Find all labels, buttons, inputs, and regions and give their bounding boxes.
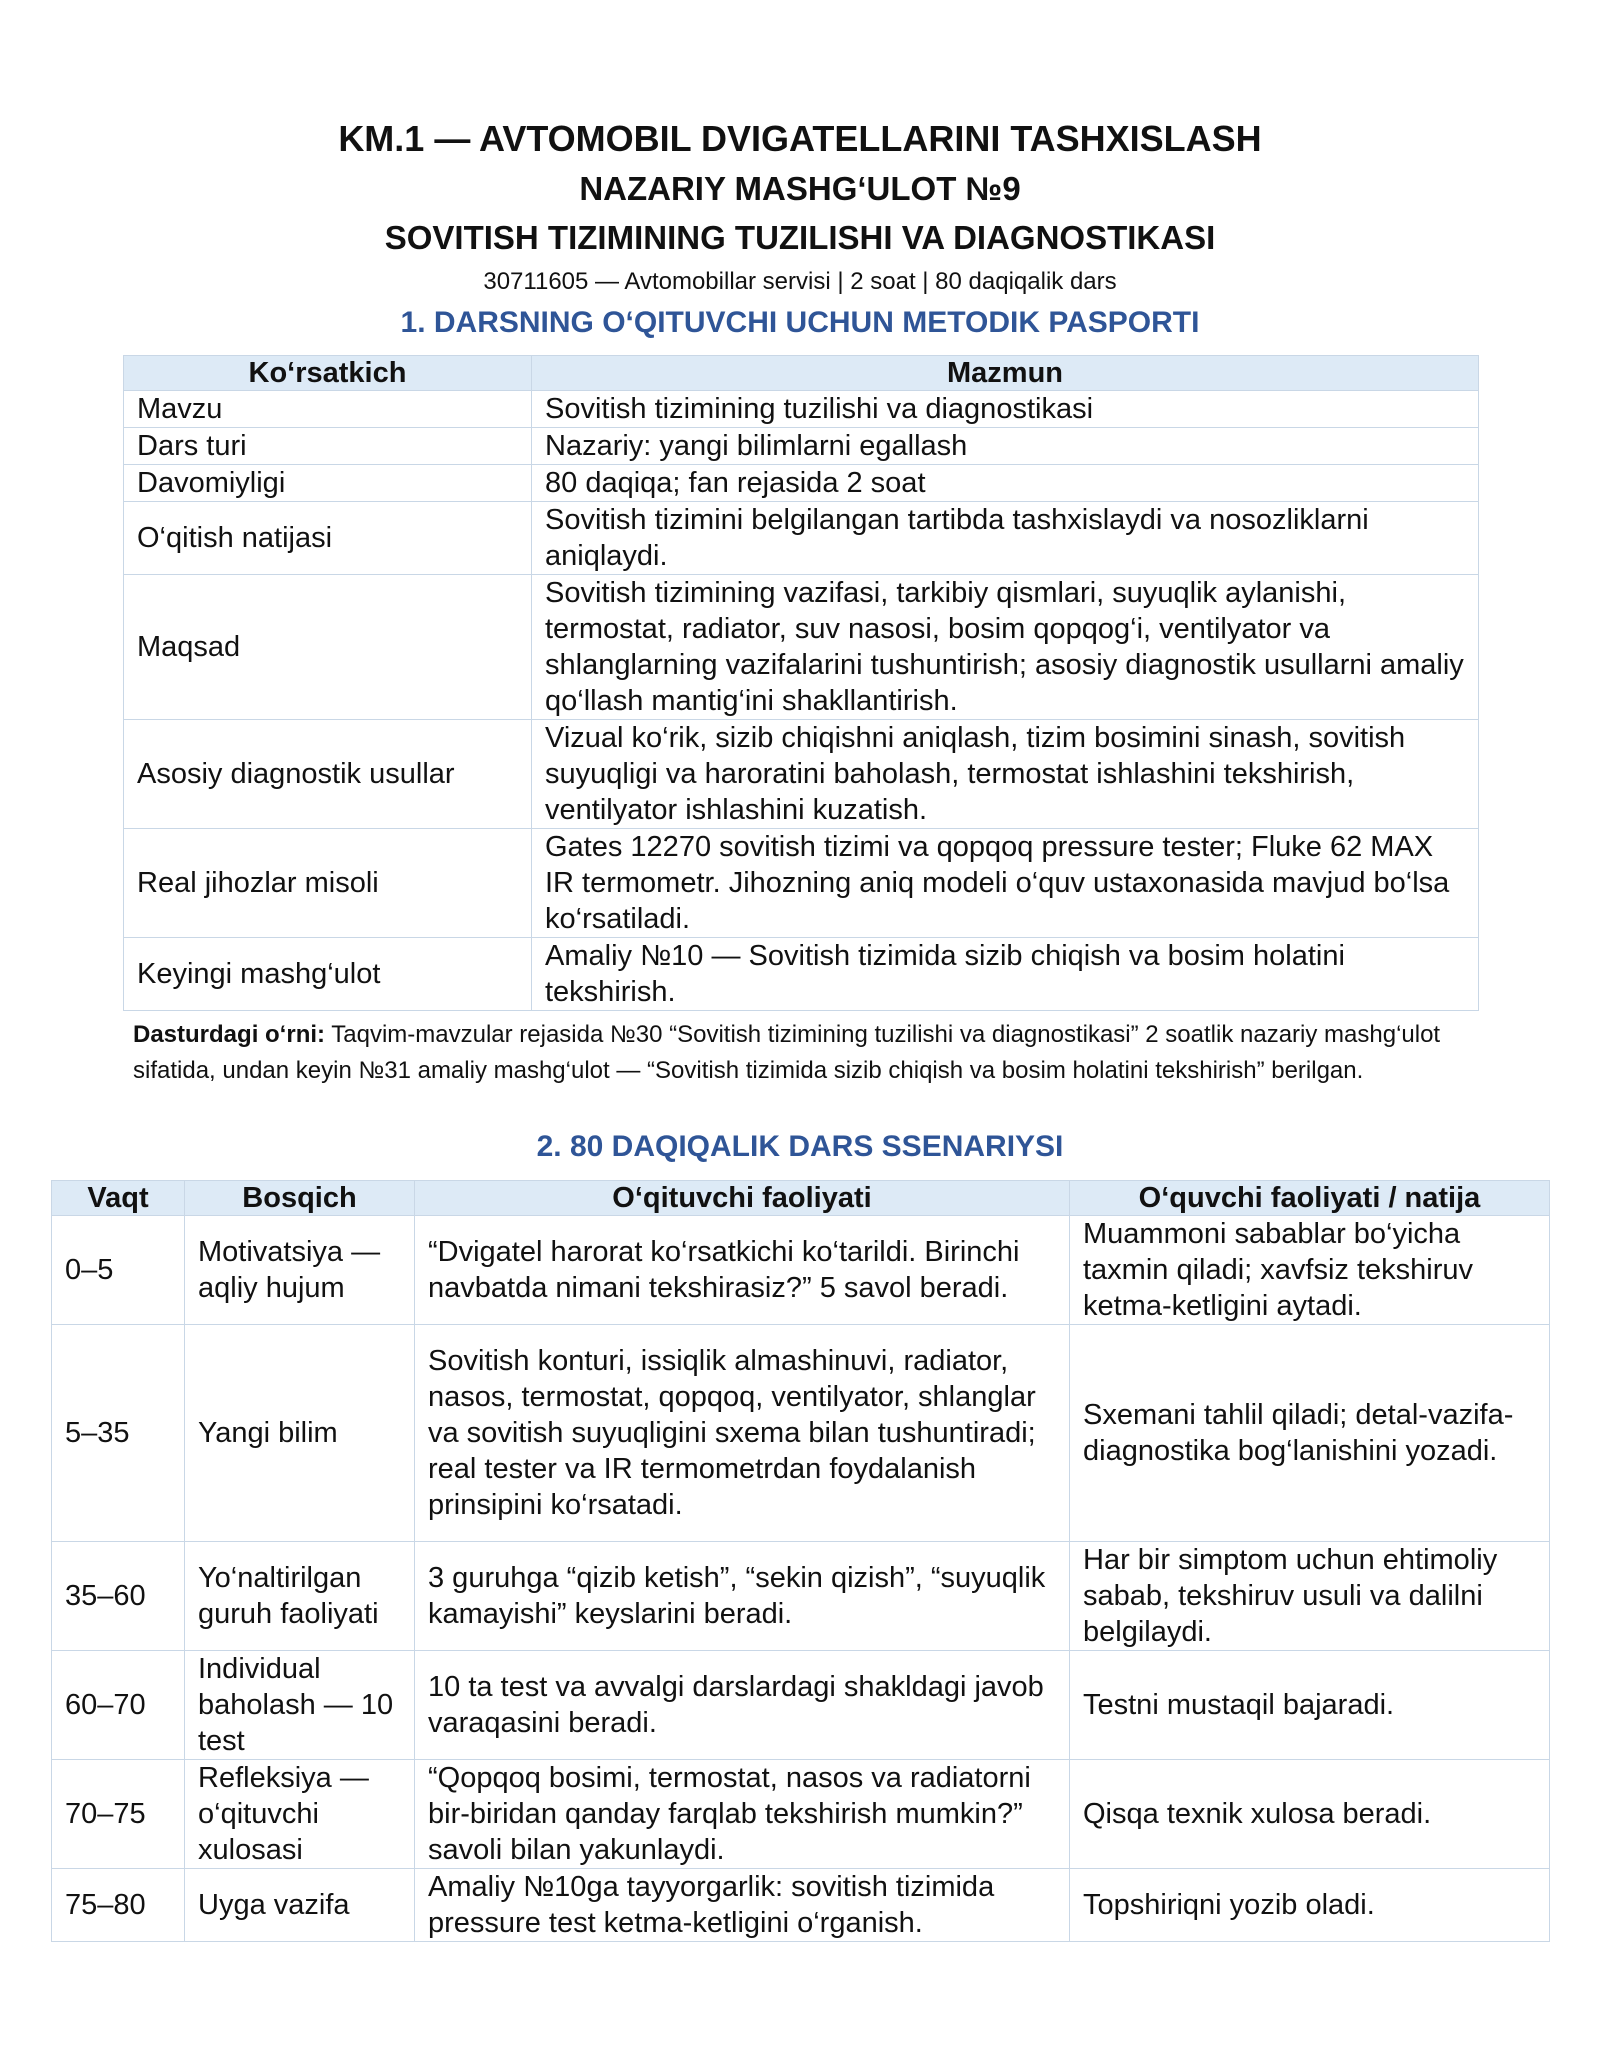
content-cell: Amaliy №10 — Sovitish tizimida sizib chiqish va bosim holatini tekshirish. — [532, 938, 1479, 1011]
indicator-cell: O‘qitish natijasi — [124, 502, 532, 575]
content-cell: 80 daqiqa; fan rejasida 2 soat — [532, 465, 1479, 502]
student-cell: Muammoni sabablar bo‘yicha taxmin qiladi; xavfsiz tekshiruv ketma-ketligini aytadi. — [1070, 1216, 1550, 1325]
student-cell: Qisqa texnik xulosa beradi. — [1070, 1760, 1550, 1869]
program-note — [133, 1017, 1473, 1089]
teacher-cell: “Dvigatel harorat ko‘rsatkichi ko‘tarildi. Birinchi navbatda nimani tekshirasiz?” 5 savol beradi. — [415, 1216, 1070, 1325]
stage-cell: Uyga vazifa — [185, 1869, 415, 1942]
content-cell: Gates 12270 sovitish tizimi va qopqoq pressure tester; Fluke 62 MAX IR termometr. Jihozning aniq modeli o‘quv ustaxonasida mavjud bo‘lsa ko‘rsatiladi. — [532, 829, 1479, 938]
indicator-cell: Maqsad — [124, 575, 532, 720]
indicator-cell: Mavzu — [124, 391, 532, 428]
time-cell: 35–60 — [52, 1542, 185, 1651]
column-header-time: Vaqt — [52, 1181, 185, 1216]
table-row — [52, 1651, 1550, 1760]
scenario-table — [51, 1180, 1550, 1942]
time-cell: 75–80 — [52, 1869, 185, 1942]
student-cell: Har bir simptom uchun ehtimoliy sabab, tekshiruv usuli va dalilni belgilaydi. — [1070, 1542, 1550, 1651]
column-header-indicator: Ko‘rsatkich — [124, 356, 532, 391]
content-cell: Sovitish tizimining tuzilishi va diagnostikasi — [532, 391, 1479, 428]
time-cell: 5–35 — [52, 1325, 185, 1542]
teacher-cell: Amaliy №10ga tayyorgarlik: sovitish tizimida pressure test ketma-ketligini o‘rganish. — [415, 1869, 1070, 1942]
section2-heading: 2. 80 DAQIQALIK DARS SSENARIYSI — [536, 1130, 1064, 1163]
teacher-cell: Sovitish konturi, issiqlik almashinuvi, radiator, nasos, termostat, qopqoq, ventilyator, shlanglar va sovitish suyuqligini sxema bilan tushuntiradi; real tester va IR termometrdan foydalanish prinsipini ko‘rsatadi. — [415, 1325, 1070, 1542]
indicator-cell: Keyingi mashg‘ulot — [124, 938, 532, 1011]
stage-cell: Yangi bilim — [185, 1325, 415, 1542]
lesson-number: NAZARIY MASHG‘ULOT №9 — [579, 170, 1021, 207]
column-header-content: Mazmun — [532, 356, 1479, 391]
content-cell: Sovitish tizimini belgilangan tartibda tashxislaydi va nosozliklarni aniqlaydi. — [532, 502, 1479, 575]
teacher-cell: 10 ta test va avvalgi darslardagi shakldagi javob varaqasini beradi. — [415, 1651, 1070, 1760]
content-cell: Vizual ko‘rik, sizib chiqishni aniqlash, tizim bosimini sinash, sovitish suyuqligi va haroratini baholash, termostat ishlashini tekshirish, ventilyator ishlashini kuzatish. — [532, 720, 1479, 829]
stage-cell: Yo‘naltirilgan guruh faoliyati — [185, 1542, 415, 1651]
lesson-topic: SOVITISH TIZIMINING TUZILISHI VA DIAGNOSTIKASI — [384, 219, 1216, 256]
program-note-label: Dasturdagi o‘rni: — [133, 1021, 326, 1048]
indicator-cell: Real jihozlar misoli — [124, 829, 532, 938]
passport-table — [123, 355, 1479, 1011]
table-row — [52, 1542, 1550, 1651]
table-row — [52, 1760, 1550, 1869]
student-cell: Sxemani tahlil qiladi; detal-vazifa-diagnostika bog‘lanishini yozadi. — [1070, 1325, 1550, 1542]
stage-cell: Motivatsiya — aqliy hujum — [185, 1216, 415, 1325]
content-cell: Nazariy: yangi bilimlarni egallash — [532, 428, 1479, 465]
content-cell: Sovitish tizimining vazifasi, tarkibiy qismlari, suyuqlik aylanishi, termostat, radiator, suv nasosi, bosim qopqog‘i, ventilyator va shlanglarning vazifalarini tushuntirish; asosiy diagnostik usullarni amaliy qo‘llash mantig‘ini shakllantirish. — [532, 575, 1479, 720]
indicator-cell: Dars turi — [124, 428, 532, 465]
student-cell: Testni mustaqil bajaradi. — [1070, 1651, 1550, 1760]
table-row — [124, 428, 1479, 465]
section1-heading: 1. DARSNING O‘QITUVCHI UCHUN METODIK PASPORTI — [400, 306, 1200, 339]
indicator-cell: Davomiyligi — [124, 465, 532, 502]
column-header-student: O‘quvchi faoliyati / natija — [1070, 1181, 1550, 1216]
stage-cell: Individual baholash — 10 test — [185, 1651, 415, 1760]
stage-cell: Refleksiya — o‘qituvchi xulosasi — [185, 1760, 415, 1869]
table-row — [124, 391, 1479, 428]
table-row — [124, 502, 1479, 575]
table-row — [124, 829, 1479, 938]
table-row — [52, 1869, 1550, 1942]
table-row — [124, 938, 1479, 1011]
course-meta: 30711605 — Avtomobillar servisi | 2 soat | 80 daqiqalik dars — [483, 268, 1117, 295]
indicator-cell: Asosiy diagnostik usullar — [124, 720, 532, 829]
table-row — [52, 1216, 1550, 1325]
column-header-teacher: O‘qituvchi faoliyati — [415, 1181, 1070, 1216]
student-cell: Topshiriqni yozib oladi. — [1070, 1869, 1550, 1942]
table-row — [124, 720, 1479, 829]
time-cell: 70–75 — [52, 1760, 185, 1869]
time-cell: 60–70 — [52, 1651, 185, 1760]
table-row — [124, 575, 1479, 720]
column-header-stage: Bosqich — [185, 1181, 415, 1216]
teacher-cell: “Qopqoq bosimi, termostat, nasos va radiatorni bir-biridan qanday farqlab tekshirish mumkin?” savoli bilan yakunlaydi. — [415, 1760, 1070, 1869]
table-row — [124, 465, 1479, 502]
teacher-cell: 3 guruhga “qizib ketish”, “sekin qizish”, “suyuqlik kamayishi” keyslarini beradi. — [415, 1542, 1070, 1651]
page-title: KM.1 — AVTOMOBIL DVIGATELLARINI TASHXISLASH — [338, 118, 1262, 159]
program-note-text: Taqvim-mavzular rejasida №30 “Sovitish tizimining tuzilishi va diagnostikasi” 2 soatlik nazariy mashg‘ulot sifatida, undan keyin №31 amaliy mashg‘ulot — “Sovitish tizimida sizib chiqish va bosim holatini tekshirish” berilgan. — [133, 1021, 1441, 1084]
time-cell: 0–5 — [52, 1216, 185, 1325]
table-header-row — [124, 356, 1479, 391]
table-header-row — [52, 1181, 1550, 1216]
table-row — [52, 1325, 1550, 1542]
